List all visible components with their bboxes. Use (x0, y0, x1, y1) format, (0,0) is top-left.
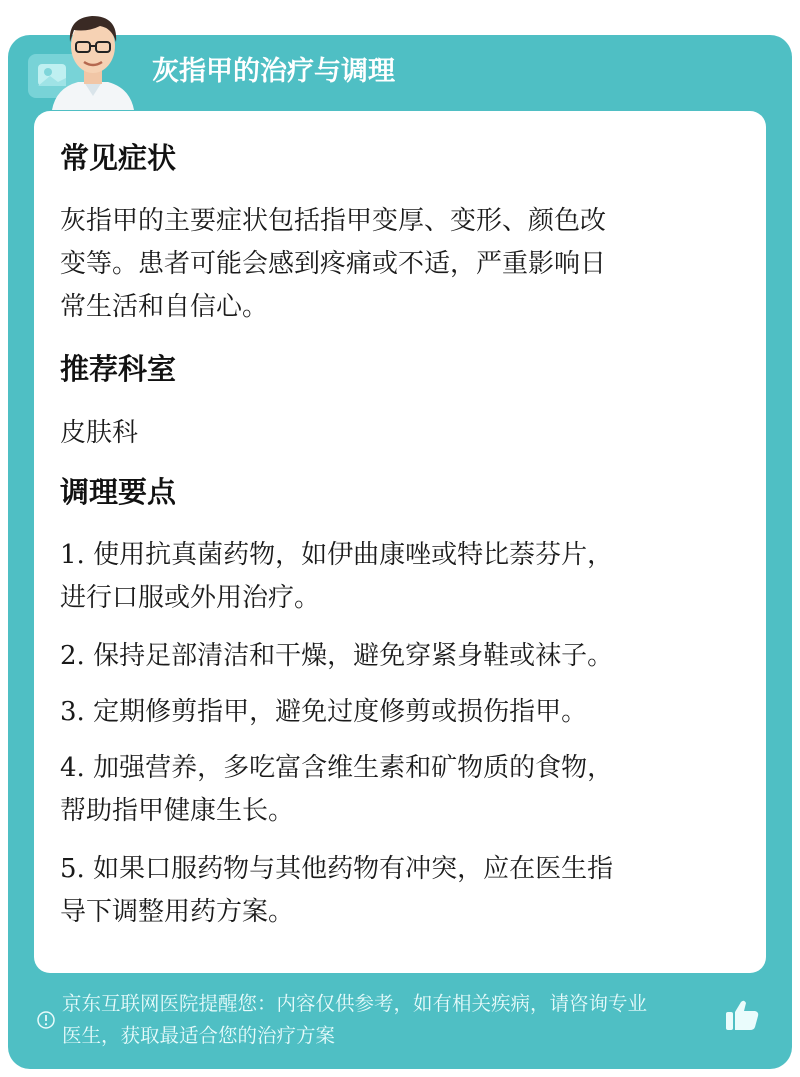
care-item (60, 534, 730, 620)
care-item-text: 如果口服药物与其他药物有冲突，应在医生指 (93, 854, 614, 884)
care-item-number: 2. (60, 641, 85, 671)
department-heading: 推荐科室 (60, 352, 177, 386)
doctor-avatar (48, 4, 138, 110)
symptoms-line: 变等。患者可能会感到疼痛或不适，严重影响日 (60, 249, 607, 279)
care-item-number: 1. (60, 540, 85, 570)
care-item-text: 帮助指甲健康生长。 (60, 796, 295, 826)
care-item-text: 使用抗真菌药物，如伊曲康唑或特比萘芬片， (93, 540, 614, 570)
page-title: 灰指甲的治疗与调理 (152, 56, 395, 87)
care-item-number: 3. (60, 697, 85, 727)
disclaimer-text (62, 988, 727, 1052)
disclaimer-line: 京东互联网医院提醒您：内容仅供参考，如有相关疾病，请咨询专业 (62, 992, 648, 1015)
symptoms-line: 灰指甲的主要症状包括指甲变厚、变形、颜色改 (60, 206, 607, 236)
symptoms-line: 常生活和自信心。 (60, 292, 269, 322)
care-item-text: 加强营养，多吃富含维生素和矿物质的食物， (93, 753, 614, 783)
care-item-text: 定期修剪指甲，避免过度修剪或损伤指甲。 (93, 697, 588, 727)
care-item-text: 保持足部清洁和干燥，避免穿紧身鞋或袜子。 (93, 641, 614, 671)
care-item (60, 747, 730, 833)
thumbs-up-icon[interactable] (724, 998, 760, 1032)
care-item (60, 848, 730, 934)
content-card (34, 111, 766, 973)
care-item-number: 4. (60, 753, 85, 783)
care-heading: 调理要点 (60, 475, 177, 509)
care-item-number: 5. (60, 854, 85, 884)
symptoms-text (60, 200, 730, 329)
care-item-text: 导下调整用药方案。 (60, 897, 295, 927)
department-value: 皮肤科 (60, 418, 139, 448)
care-item (60, 691, 730, 734)
symptoms-heading: 常见症状 (60, 141, 177, 175)
care-item (60, 635, 730, 678)
care-item-text: 进行口服或外用治疗。 (60, 583, 321, 613)
info-icon (36, 1010, 56, 1030)
disclaimer-line: 医生，获取最适合您的治疗方案 (62, 1024, 336, 1047)
